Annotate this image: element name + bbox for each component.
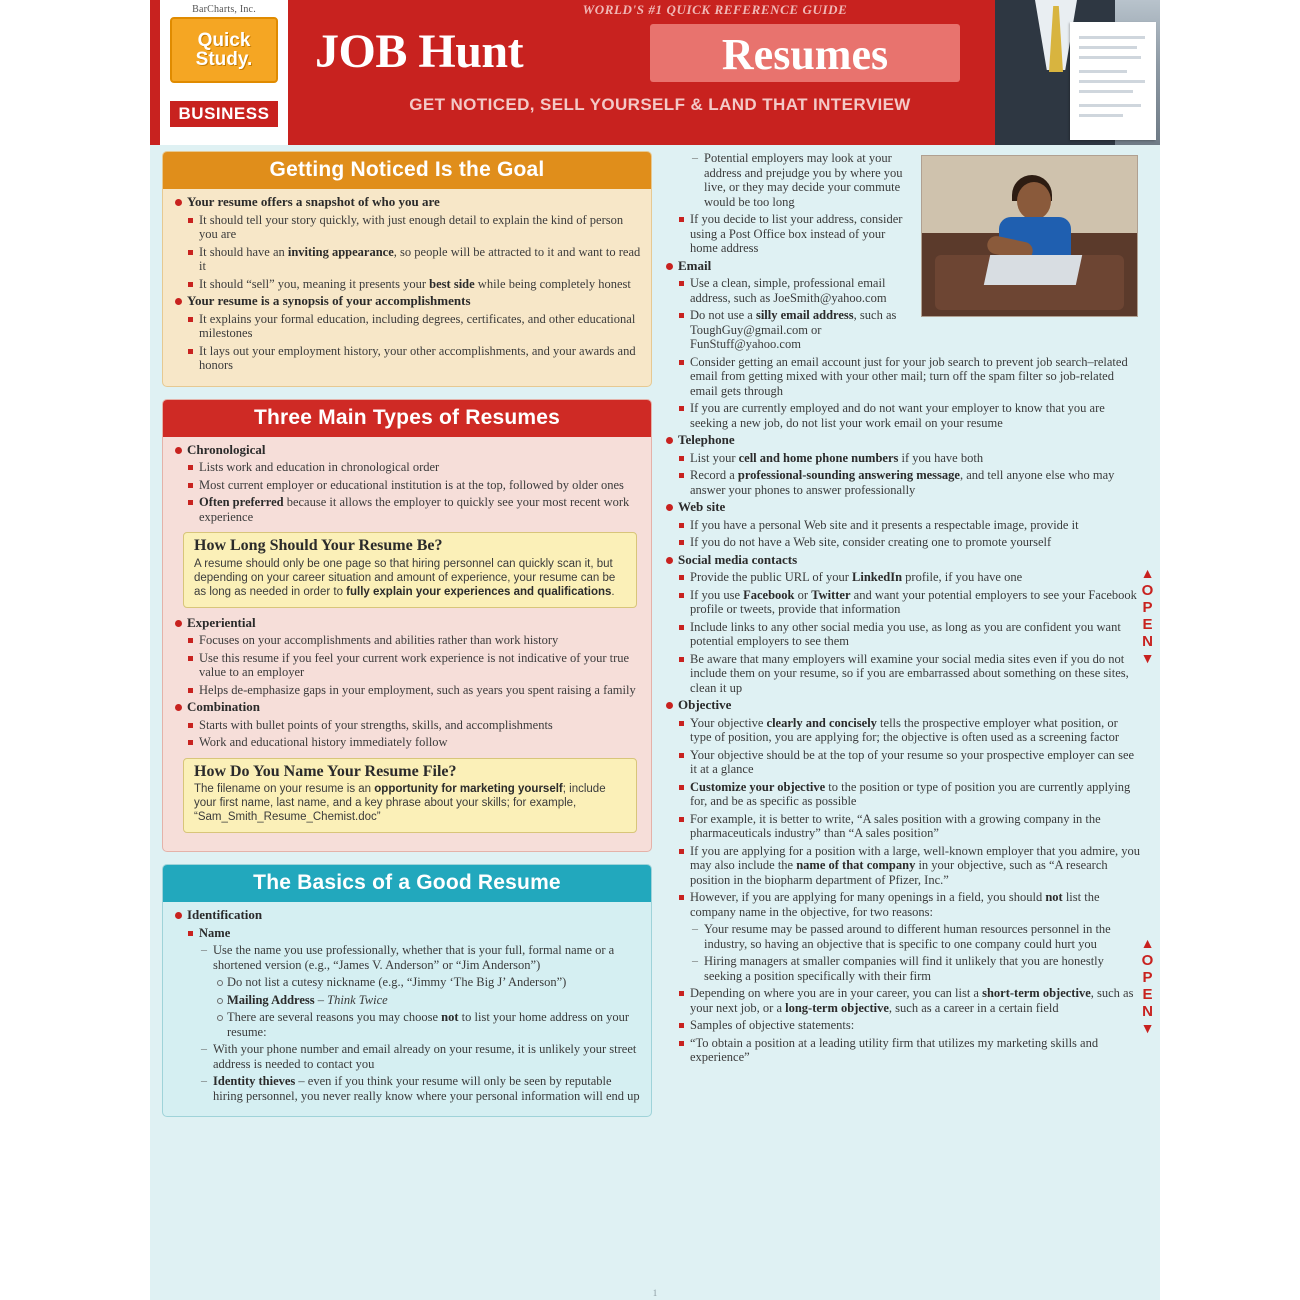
list-item: Focuses on your accomplishments and abilities rather than work history xyxy=(173,633,641,648)
publisher-label: BarCharts, Inc. xyxy=(192,4,256,15)
panel-title-basics: The Basics of a Good Resume xyxy=(163,865,651,902)
panel-title-three-types: Three Main Types of Resumes xyxy=(163,400,651,437)
chevron-up-icon-2: ▲ xyxy=(1140,935,1156,951)
callout-resume-length xyxy=(183,532,637,608)
list-item: Your objective should be at the top of your resume so your prospective employer can see it at a glance xyxy=(664,748,1140,777)
resume-paper-image xyxy=(1070,22,1156,140)
open-tab-lower-label: O P E N xyxy=(1141,952,1155,1020)
list-basics xyxy=(173,908,641,1103)
list-item: Mailing Address – Think Twice xyxy=(173,993,641,1008)
list-item: – Your resume may be passed around to different human resources personnel in the industry, so having an objective that is specific to one company could hurt you xyxy=(664,922,1140,951)
header-title-accent: Resumes xyxy=(721,30,889,79)
list-item: Web site xyxy=(664,500,1140,515)
list-three-types-a xyxy=(173,443,641,525)
list-item: Provide the public URL of your LinkedIn profile, if you have one xyxy=(664,570,1140,585)
left-column xyxy=(162,151,652,1129)
list-item: Consider getting an email account just for your job search to prevent job search–related email from getting mixed with your other mail; turn off the spam filter so job-related email gets through xyxy=(664,355,1140,399)
callout-resume-filename-body: The filename on your resume is an opportunity for marketing yourself; include your first name, last name, and a key phrase about your skills; for example, “Sam_Smith_Resume_Chemist.doc” xyxy=(194,783,606,823)
list-item: Use this resume if you feel your current work experience is not indicative of your true value to an employer xyxy=(173,651,641,680)
list-item: Chronological xyxy=(173,443,641,458)
list-item: Customize your objective to the position or type of position you are currently applying for, and be as specific as possible xyxy=(664,780,1140,809)
list-item: If you decide to list your address, consider using a Post Office box instead of your home address xyxy=(664,212,1140,256)
list-item: Be aware that many employers will examine your social media sites even if you do not include them on your resume, so if you are embarrassed about something on these sites, clean it up xyxy=(664,652,1140,696)
list-item: Your resume offers a snapshot of who you are xyxy=(173,195,641,210)
list-item: “To obtain a position at a leading utility firm that utilizes my marketing skills and experience” xyxy=(664,1036,1140,1065)
list-item: Do not use a silly email address, such as ToughGuy@gmail.com or FunStuff@yahoo.com xyxy=(664,308,1140,352)
list-item: Starts with bullet points of your strengths, skills, and accomplishments xyxy=(173,718,641,733)
list-item: – Hiring managers at smaller companies will find it unlikely that you are honestly seeking a position specifically with their firm xyxy=(664,954,1140,983)
list-item: Use a clean, simple, professional email address, such as JoeSmith@yahoo.com xyxy=(664,276,1140,305)
list-item: Helps de-emphasize gaps in your employment, such as years you spent raising a family xyxy=(173,683,641,698)
list-item: Experiential xyxy=(173,616,641,631)
header-photo xyxy=(995,0,1160,145)
quickstudy-logo-line1: Quick xyxy=(197,29,251,51)
list-item: Telephone xyxy=(664,433,1140,448)
list-item: If you use Facebook or Twitter and want your potential employers to see your Facebook profile or tweets, provide that information xyxy=(664,588,1140,617)
list-item: There are several reasons you may choose not to list your home address on your resume: xyxy=(173,1010,641,1039)
list-item: Depending on where you are in your career, you can list a short-term objective, such as your next job, or a long-term objective, such as a career in a certain field xyxy=(664,986,1140,1015)
list-item: Work and educational history immediately follow xyxy=(173,735,641,750)
panel-basics xyxy=(162,864,652,1117)
panel-three-types xyxy=(162,399,652,853)
list-item: For example, it is better to write, “A sales position with a growing company in the pharmaceuticals industry” than “A sales position” xyxy=(664,812,1140,841)
list-item: However, if you are applying for many openings in a field, you should not list the company name in the objective, for two reasons: xyxy=(664,890,1140,919)
panel-getting-noticed xyxy=(162,151,652,387)
list-item: Your objective clearly and concisely tells the prospective employer what position, or type of position, you are applying for; the objective is often used as a screening factor xyxy=(664,716,1140,745)
content-columns xyxy=(150,145,1160,1300)
list-three-types-b xyxy=(173,616,641,750)
list-item: Your resume is a synopsis of your accomplishments xyxy=(173,294,641,309)
list-item: – Use the name you use professionally, whether that is your full, formal name or a shortened version (e.g., “James V. Anderson” or “Jim Anderson”) xyxy=(173,943,641,972)
callout-resume-filename-title: How Do You Name Your Resume File? xyxy=(194,762,457,780)
page-number: 1 xyxy=(652,1288,658,1298)
list-item: – Potential employers may look at your address and prejudge you by where you live, or they may decide your commute would be too long xyxy=(664,151,1140,209)
list-item: If you are applying for a position with a large, well-known employer that you admire, you may also include the name of that company in your objective, such as “A research position in the biopharm department of Pfizer, Inc.” xyxy=(664,844,1140,888)
list-item: Do not list a cutesy nickname (e.g., “Jimmy ‘The Big J’ Anderson”) xyxy=(173,975,641,990)
list-right-column xyxy=(664,151,1140,1065)
list-item: It should “sell” you, meaning it presents your best side while being completely honest xyxy=(173,277,641,292)
list-item: Record a professional-sounding answering message, and tell anyone else who may answer your phones to answer professionally xyxy=(664,468,1140,497)
panel-title-getting-noticed: Getting Noticed Is the Goal xyxy=(163,152,651,189)
header-title-accent-box xyxy=(650,24,960,82)
list-item: Name xyxy=(173,926,641,941)
list-item: Samples of objective statements: xyxy=(664,1018,1140,1033)
header-subtitle: GET NOTICED, SELL YOURSELF & LAND THAT INTERVIEW xyxy=(409,95,911,114)
header-title-main: JOB Hunt xyxy=(315,25,524,78)
list-item: It lays out your employment history, your other accomplishments, and your awards and honors xyxy=(173,344,641,373)
open-tab-upper-label: O P E N xyxy=(1141,582,1155,650)
open-tab-lower[interactable] xyxy=(1135,935,1161,1037)
list-item: If you have a personal Web site and it presents a respectable image, provide it xyxy=(664,518,1140,533)
open-tab-upper[interactable] xyxy=(1135,565,1161,667)
list-item: – Identity thieves – even if you think your resume will only be seen by reputable hiring personnel, you never really know where your personal information will end up xyxy=(173,1074,641,1103)
list-item: It should tell your story quickly, with just enough detail to explain the kind of person you are xyxy=(173,213,641,242)
list-item: – With your phone number and email already on your resume, it is unlikely your street address is needed to contact you xyxy=(173,1042,641,1071)
header-tagline: WORLD'S #1 QUICK REFERENCE GUIDE xyxy=(582,2,848,17)
list-item: Most current employer or educational institution is at the top, followed by older ones xyxy=(173,478,641,493)
list-item: List your cell and home phone numbers if you have both xyxy=(664,451,1140,466)
list-item: Identification xyxy=(173,908,641,923)
quickstudy-logo-line2: Study. xyxy=(195,48,253,70)
list-item: Email xyxy=(664,259,1140,274)
list-getting-noticed xyxy=(173,195,641,373)
right-column xyxy=(658,151,1150,1296)
category-label: BUSINESS xyxy=(170,101,278,127)
card-header xyxy=(150,0,1160,145)
list-item: It explains your formal education, including degrees, certificates, and other educational milestones xyxy=(173,312,641,341)
callout-resume-length-body: A resume should only be one page so that hiring personnel can quickly scan it, but depending on your career situation and amount of experience, your resume can be as long as needed in order to fully explain your experiences and qualifications. xyxy=(194,557,616,598)
list-item: Include links to any other social media you use, as long as you are confident you want potential employers to see them xyxy=(664,620,1140,649)
list-item: Social media contacts xyxy=(664,553,1140,568)
list-item: If you do not have a Web site, consider creating one to promote yourself xyxy=(664,535,1140,550)
reference-card xyxy=(150,0,1160,1300)
callout-resume-length-title: How Long Should Your Resume Be? xyxy=(194,537,443,554)
list-item: Often preferred because it allows the employer to quickly see your most recent work experience xyxy=(173,495,641,524)
list-item: If you are currently employed and do not want your employer to know that you are seeking a new job, do not list your work email on your resume xyxy=(664,401,1140,430)
chevron-down-icon: ▼ xyxy=(1140,650,1156,666)
callout-resume-filename xyxy=(183,758,637,834)
list-item: Combination xyxy=(173,700,641,715)
list-item: Objective xyxy=(664,698,1140,713)
chevron-down-icon-2: ▼ xyxy=(1140,1020,1156,1036)
quickstudy-badge xyxy=(160,0,288,145)
quickstudy-logo xyxy=(170,17,278,83)
list-item: It should have an inviting appearance, so people will be attracted to it and want to read it xyxy=(173,245,641,274)
chevron-up-icon: ▲ xyxy=(1140,565,1156,581)
list-item: Lists work and education in chronological order xyxy=(173,460,641,475)
